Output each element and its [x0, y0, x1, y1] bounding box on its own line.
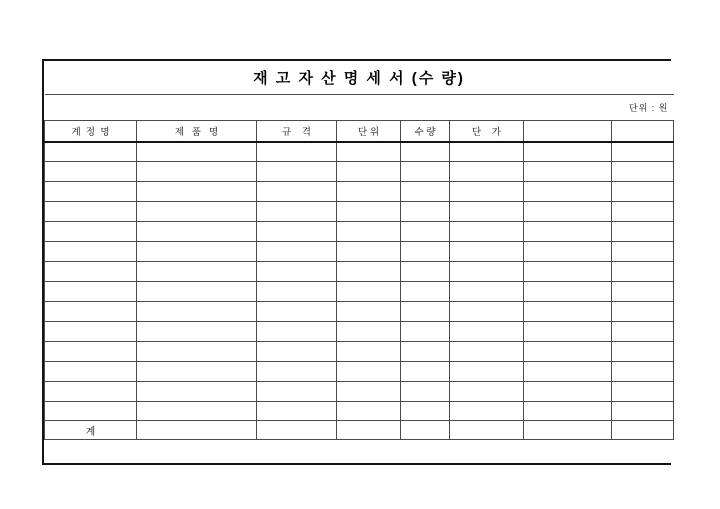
body-cell: [137, 162, 257, 182]
body-cell: [450, 301, 524, 321]
body-cell: [337, 361, 401, 381]
header-cell: 단 위: [337, 120, 401, 141]
body-cell: [401, 361, 450, 381]
body-cell: [45, 341, 137, 361]
body-cell: [137, 221, 257, 241]
footer-row: [45, 440, 674, 463]
body-cell: [257, 401, 337, 421]
total-value-cell: [612, 421, 674, 440]
table-row: [45, 381, 674, 401]
total-value-cell: [450, 421, 524, 440]
body-cell: [524, 301, 612, 321]
header-row: [45, 120, 674, 141]
body-cell: [524, 281, 612, 301]
body-cell: [450, 202, 524, 222]
body-cell: [524, 202, 612, 222]
body-cell: [612, 301, 674, 321]
body-cell: [337, 241, 401, 261]
header-cell: 단 가: [450, 120, 524, 141]
body-cell: [137, 361, 257, 381]
header-cell: 제 품 명: [137, 120, 257, 141]
body-cell: [137, 182, 257, 202]
body-cell: [612, 381, 674, 401]
header-cell: 규 격: [257, 120, 337, 141]
body-cell: [137, 241, 257, 261]
body-cell: [450, 401, 524, 421]
body-cell: [450, 221, 524, 241]
body-cell: [257, 281, 337, 301]
unit-note-row: [45, 94, 674, 120]
total-label-cell: 계: [45, 421, 137, 440]
body-cell: [401, 261, 450, 281]
body-cell: [612, 162, 674, 182]
table-row: [45, 142, 674, 162]
body-cell: [137, 401, 257, 421]
body-cell: [257, 182, 337, 202]
inventory-table: [44, 61, 674, 463]
body-cell: [337, 182, 401, 202]
body-cell: [257, 321, 337, 341]
body-cell: [337, 321, 401, 341]
body-cell: [524, 341, 612, 361]
table-row: [45, 341, 674, 361]
body-cell: [401, 321, 450, 341]
body-cell: [450, 281, 524, 301]
body-cell: [524, 381, 612, 401]
body-cell: [137, 341, 257, 361]
body-cell: [450, 182, 524, 202]
body-cell: [612, 202, 674, 222]
body-cell: [450, 381, 524, 401]
body-cell: [401, 202, 450, 222]
body-cell: [450, 361, 524, 381]
body-cell: [401, 341, 450, 361]
body-cell: [45, 221, 137, 241]
footer-cell: [45, 440, 674, 463]
body-cell: [337, 301, 401, 321]
table-row: [45, 361, 674, 381]
body-cell: [612, 142, 674, 162]
table-row: [45, 202, 674, 222]
unit-note: 단위 : 원: [45, 94, 674, 120]
body-cell: [401, 142, 450, 162]
body-cell: [257, 341, 337, 361]
body-cell: [337, 341, 401, 361]
body-cell: [401, 401, 450, 421]
body-cell: [337, 381, 401, 401]
body-cell: [137, 261, 257, 281]
total-value-cell: [137, 421, 257, 440]
header-cell: [524, 120, 612, 141]
body-cell: [137, 142, 257, 162]
body-cell: [45, 321, 137, 341]
body-cell: [524, 241, 612, 261]
body-cell: [524, 401, 612, 421]
table-row: [45, 321, 674, 341]
table-row: [45, 241, 674, 261]
body-cell: [257, 142, 337, 162]
body-cell: [450, 261, 524, 281]
body-cell: [337, 261, 401, 281]
form-title: 재 고 자 산 명 세 서 (수 량): [45, 61, 674, 94]
body-cell: [137, 202, 257, 222]
body-cell: [450, 321, 524, 341]
body-cell: [257, 301, 337, 321]
table-row: [45, 281, 674, 301]
body-cell: [337, 221, 401, 241]
body-cell: [45, 301, 137, 321]
body-cell: [45, 401, 137, 421]
body-cell: [401, 241, 450, 261]
total-row: [45, 421, 674, 440]
total-value-cell: [337, 421, 401, 440]
table-row: [45, 301, 674, 321]
body-cell: [45, 182, 137, 202]
title-row: [45, 61, 674, 94]
body-cell: [612, 361, 674, 381]
body-cell: [45, 261, 137, 281]
body-cell: [401, 182, 450, 202]
body-cell: [137, 381, 257, 401]
total-value-cell: [257, 421, 337, 440]
body-cell: [524, 162, 612, 182]
body-cell: [137, 321, 257, 341]
body-cell: [612, 341, 674, 361]
body-cell: [450, 241, 524, 261]
inventory-form: [42, 59, 671, 465]
body-cell: [45, 381, 137, 401]
body-cell: [257, 261, 337, 281]
body-cell: [612, 281, 674, 301]
body-cell: [45, 281, 137, 301]
body-cell: [450, 142, 524, 162]
body-cell: [612, 321, 674, 341]
body-cell: [524, 182, 612, 202]
header-cell: 수 량: [401, 120, 450, 141]
body-cell: [450, 162, 524, 182]
body-cell: [401, 281, 450, 301]
body-cell: [45, 241, 137, 261]
body-cell: [612, 261, 674, 281]
body-cell: [45, 361, 137, 381]
body-cell: [257, 381, 337, 401]
total-value-cell: [524, 421, 612, 440]
body-cell: [401, 381, 450, 401]
body-cell: [337, 202, 401, 222]
body-cell: [337, 142, 401, 162]
body-cell: [137, 281, 257, 301]
total-value-cell: [401, 421, 450, 440]
body-cell: [401, 162, 450, 182]
body-cell: [257, 221, 337, 241]
body-cell: [401, 221, 450, 241]
body-cell: [337, 281, 401, 301]
body-cell: [257, 162, 337, 182]
table-row: [45, 182, 674, 202]
body-cell: [401, 301, 450, 321]
body-cell: [45, 162, 137, 182]
body-cell: [612, 182, 674, 202]
body-cell: [257, 202, 337, 222]
table-row: [45, 401, 674, 421]
body-cell: [337, 162, 401, 182]
header-cell: [612, 120, 674, 141]
body-cell: [450, 341, 524, 361]
body-cell: [257, 361, 337, 381]
body-cell: [337, 401, 401, 421]
table-row: [45, 162, 674, 182]
body-cell: [45, 202, 137, 222]
body-cell: [45, 142, 137, 162]
body-cell: [524, 261, 612, 281]
body-cell: [137, 301, 257, 321]
body-cell: [524, 142, 612, 162]
body-cell: [612, 241, 674, 261]
body-cell: [524, 361, 612, 381]
body-cell: [257, 241, 337, 261]
body-cell: [612, 401, 674, 421]
header-cell: 계 정 명: [45, 120, 137, 141]
table-row: [45, 221, 674, 241]
table-row: [45, 261, 674, 281]
body-cell: [524, 221, 612, 241]
body-cell: [612, 221, 674, 241]
body-cell: [524, 321, 612, 341]
